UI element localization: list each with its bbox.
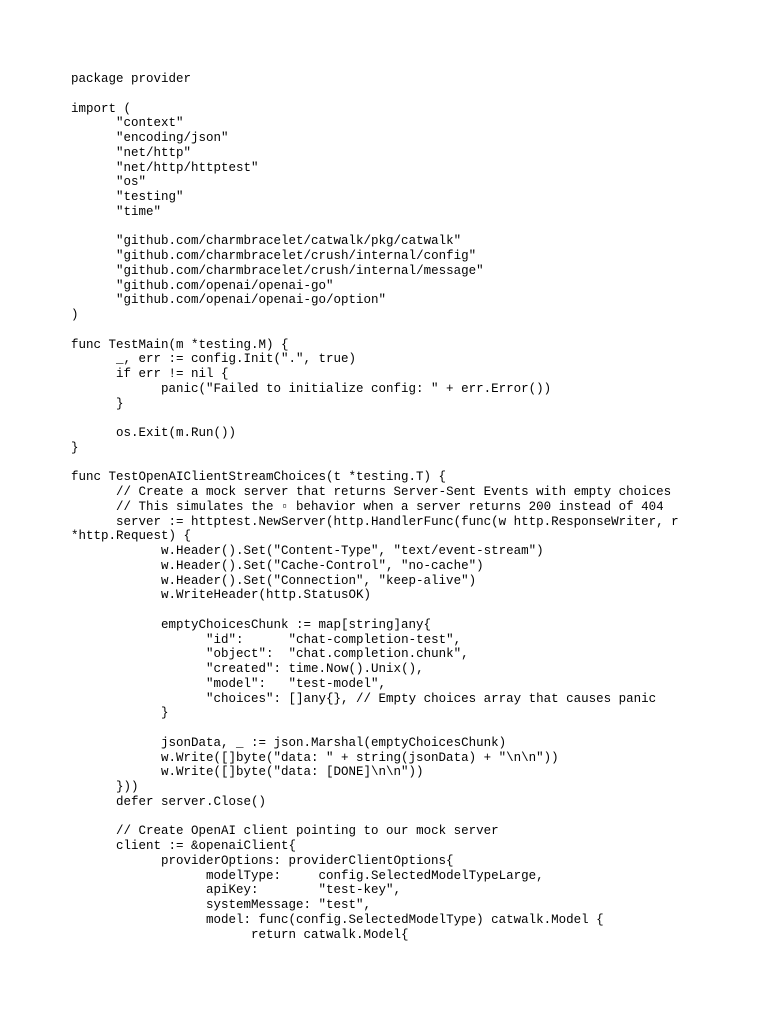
- code-line: func TestOpenAIClientStreamChoices(t *testing.T) {: [71, 470, 447, 485]
- code-line: }: [71, 440, 79, 455]
- code-line: return catwalk.Model{: [71, 927, 409, 942]
- code-line: w.WriteHeader(http.StatusOK): [71, 588, 372, 603]
- code-line: [71, 603, 761, 618]
- code-line: import (: [71, 101, 132, 116]
- code-line: jsonData, _ := json.Marshal(emptyChoicesChunk): [71, 735, 507, 750]
- code-line: model: func(config.SelectedModelType) catwalk.Model {: [71, 912, 604, 927]
- code-line: os.Exit(m.Run()): [71, 426, 237, 440]
- code-line: "model": "test-model",: [71, 676, 387, 691]
- code-line: ): [71, 308, 79, 322]
- code-line: [71, 87, 761, 102]
- code-line: client := &openaiClient{: [71, 839, 297, 853]
- code-line: }: [71, 706, 169, 721]
- code-line: [71, 323, 761, 338]
- code-line: [71, 810, 761, 825]
- code-line: "github.com/openai/openai-go/option": [71, 293, 387, 308]
- code-line: "object": "chat.completion.chunk",: [71, 647, 469, 662]
- code-line: w.Header().Set("Content-Type", "text/event-stream"): [71, 544, 544, 558]
- code-line: // This simulates the ▫ behavior when a server returns 200 instead of 404: [71, 499, 664, 514]
- code-line: w.Header().Set("Connection", "keep-alive"): [71, 573, 477, 588]
- code-line: defer server.Close(): [71, 794, 267, 809]
- code-line: [71, 220, 761, 235]
- code-line: }: [71, 396, 124, 411]
- code-line: _, err := config.Init(".", true): [71, 352, 357, 367]
- code-line: w.Write([]byte("data: [DONE]\n\n")): [71, 765, 424, 780]
- code-line: modelType: config.SelectedModelTypeLarge,: [71, 868, 544, 883]
- code-line: // Create OpenAI client pointing to our mock server: [71, 824, 499, 839]
- code-line: "github.com/openai/openai-go": [71, 278, 334, 293]
- code-line: providerOptions: providerClientOptions{: [71, 853, 454, 868]
- code-line: w.Header().Set("Cache-Control", "no-cache"): [71, 558, 484, 573]
- code-line: if err != nil {: [71, 367, 229, 381]
- code-line: "testing": [71, 190, 184, 204]
- code-line: func TestMain(m *testing.M) {: [71, 337, 289, 352]
- code-line: panic("Failed to initialize config: " + err.Error()): [71, 381, 552, 396]
- code-line: "github.com/charmbracelet/catwalk/pkg/catwalk": [71, 234, 462, 249]
- code-line: "github.com/charmbracelet/crush/internal/message": [71, 263, 484, 278]
- code-line: [71, 411, 761, 426]
- code-line: "id": "chat-completion-test",: [71, 632, 462, 647]
- code-line: systemMessage: "test",: [71, 898, 372, 912]
- code-line: "os": [71, 175, 147, 190]
- code-line: [71, 721, 761, 736]
- code-line: "github.com/charmbracelet/crush/internal/config": [71, 249, 477, 263]
- code-line: *http.Request) {: [71, 529, 192, 544]
- code-line: [71, 456, 761, 471]
- code-line: emptyChoicesChunk := map[string]any{: [71, 617, 432, 632]
- code-line: "net/http": [71, 145, 192, 160]
- code-line: "net/http/httptest": [71, 160, 259, 175]
- code-line: "created": time.Now().Unix(),: [71, 662, 424, 676]
- code-line: apiKey: "test-key",: [71, 883, 402, 898]
- code-line: package provider: [71, 72, 192, 86]
- code-line: // Create a mock server that returns Server-Sent Events with empty choices: [71, 485, 672, 499]
- code-line: "encoding/json": [71, 131, 229, 145]
- code-line: "time": [71, 204, 162, 219]
- code-line: w.Write([]byte("data: " + string(jsonData) + "\n\n")): [71, 750, 559, 765]
- code-line: })): [71, 780, 139, 794]
- code-document: [71, 72, 761, 942]
- code-line: "choices": []any{}, // Empty choices array that causes panic: [71, 691, 657, 706]
- code-line: server := httptest.NewServer(http.HandlerFunc(func(w http.ResponseWriter, r: [71, 514, 679, 529]
- code-line: "context": [71, 116, 184, 131]
